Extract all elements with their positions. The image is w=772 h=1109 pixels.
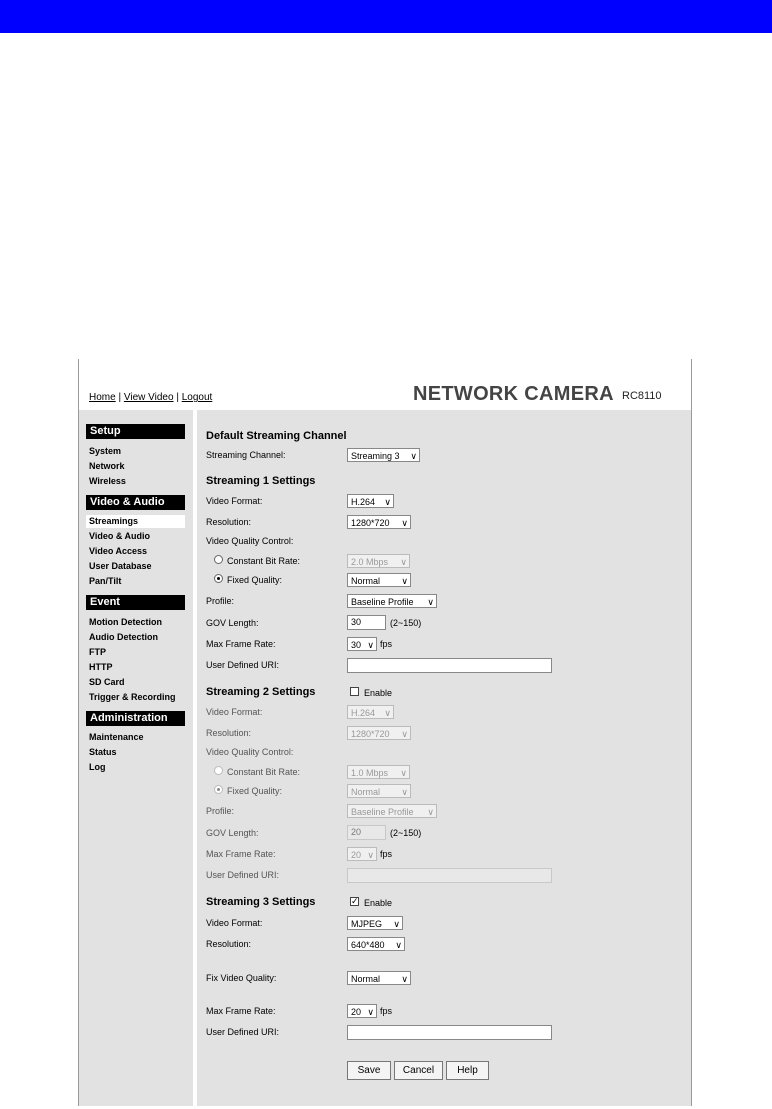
s3-video-format-select[interactable] xyxy=(347,916,403,930)
chevron-down-icon: ∨ xyxy=(384,708,391,718)
sidebar-item-ftp[interactable]: FTP xyxy=(89,647,106,657)
s1-video-format-label: Video Format: xyxy=(206,496,263,506)
s1-gov-input[interactable]: 30 xyxy=(347,615,386,630)
s1-profile-label: Profile: xyxy=(206,596,235,606)
save-button[interactable]: Save xyxy=(347,1061,391,1080)
s2-fixed-quality-radio[interactable] xyxy=(214,785,223,794)
s3-video-format-label: Video Format: xyxy=(206,918,263,928)
s1-fps-unit: fps xyxy=(380,639,393,649)
chevron-down-icon: ∨ xyxy=(401,729,408,739)
s1-uri-label: User Defined URI: xyxy=(206,660,280,670)
sidebar-item-video-audio[interactable]: Video & Audio xyxy=(89,531,151,541)
s1-max-frame-rate-label: Max Frame Rate: xyxy=(206,639,276,649)
s2-cbr-radio[interactable] xyxy=(214,766,223,775)
sidebar-section-administration: Administration xyxy=(86,711,185,726)
s2-max-frame-rate-value: 20 xyxy=(351,850,362,860)
s3-enable-label: Enable xyxy=(364,898,393,908)
top-banner xyxy=(0,0,772,33)
s2-gov-input[interactable]: 20 xyxy=(347,825,386,840)
home-link[interactable]: Home xyxy=(89,392,116,403)
link-separator: | xyxy=(118,392,122,403)
streaming3-heading: Streaming 3 Settings xyxy=(206,896,316,908)
cancel-button[interactable]: Cancel xyxy=(394,1061,443,1080)
chevron-down-icon: ∨ xyxy=(410,451,417,461)
s2-cbr-value: 1.0 Mbps xyxy=(351,768,389,778)
s3-resolution-label: Resolution: xyxy=(206,939,252,949)
chevron-down-icon: ∨ xyxy=(367,850,374,860)
s1-cbr-label: Constant Bit Rate: xyxy=(227,556,301,566)
s2-gov-label: GOV Length: xyxy=(206,828,259,838)
s2-fixed-quality-label: Fixed Quality: xyxy=(227,786,283,796)
sidebar-item-sd-card[interactable]: SD Card xyxy=(89,677,125,687)
s3-resolution-value: 640*480 xyxy=(351,940,385,950)
s3-max-frame-rate-value: 20 xyxy=(351,1007,362,1017)
s1-cbr-radio[interactable] xyxy=(214,555,223,564)
chevron-down-icon: ∨ xyxy=(427,807,434,817)
s1-fixed-quality-select[interactable] xyxy=(347,573,411,587)
s1-video-format-select[interactable] xyxy=(347,494,394,508)
streaming-channel-label: Streaming Channel: xyxy=(206,450,286,460)
s1-fixed-quality-label: Fixed Quality: xyxy=(227,575,283,585)
s2-video-format-label: Video Format: xyxy=(206,707,263,717)
sidebar-item-trigger-recording[interactable]: Trigger & Recording xyxy=(89,692,176,702)
chevron-down-icon: ∨ xyxy=(401,787,408,797)
sidebar-item-log[interactable]: Log xyxy=(89,762,106,772)
sidebar-item-http[interactable]: HTTP xyxy=(89,662,113,672)
checkmark-icon: ✓ xyxy=(351,896,359,906)
s1-max-frame-rate-select[interactable] xyxy=(347,637,377,651)
s3-max-frame-rate-select[interactable] xyxy=(347,1004,377,1018)
s2-resolution-select[interactable] xyxy=(347,726,411,740)
s2-resolution-label: Resolution: xyxy=(206,728,252,738)
streaming1-heading: Streaming 1 Settings xyxy=(206,475,316,487)
header xyxy=(79,359,691,410)
sidebar-item-video-access[interactable]: Video Access xyxy=(89,546,148,556)
s1-resolution-select[interactable] xyxy=(347,515,411,529)
help-button[interactable]: Help xyxy=(446,1061,489,1080)
logout-link[interactable]: Logout xyxy=(181,392,213,403)
sidebar-item-system[interactable]: System xyxy=(89,446,122,456)
s2-profile-label: Profile: xyxy=(206,806,235,816)
s2-max-frame-rate-label: Max Frame Rate: xyxy=(206,849,276,859)
s2-video-format-select[interactable] xyxy=(347,705,394,719)
s1-resolution-label: Resolution: xyxy=(206,517,252,527)
s1-resolution-value: 1280*720 xyxy=(351,518,390,528)
s2-fixed-quality-select[interactable] xyxy=(347,784,411,798)
sidebar-item-maintenance[interactable]: Maintenance xyxy=(89,732,144,742)
s1-vqc-label: Video Quality Control: xyxy=(206,536,294,546)
sidebar-item-status[interactable]: Status xyxy=(89,747,117,757)
s3-fps-unit: fps xyxy=(380,1006,393,1016)
streaming-channel-select[interactable] xyxy=(347,448,420,462)
chevron-down-icon: ∨ xyxy=(395,940,402,950)
s1-fixed-quality-radio[interactable] xyxy=(214,574,223,583)
s1-uri-input[interactable] xyxy=(347,658,552,673)
s2-video-format-value: H.264 xyxy=(351,708,376,718)
s2-uri-input[interactable] xyxy=(347,868,552,883)
chevron-down-icon: ∨ xyxy=(367,640,374,650)
chevron-down-icon: ∨ xyxy=(427,597,434,607)
chevron-down-icon: ∨ xyxy=(401,518,408,528)
s3-video-format-value: MJPEG xyxy=(351,919,383,929)
s1-fixed-quality-value: Normal xyxy=(351,576,381,586)
s2-vqc-label: Video Quality Control: xyxy=(206,747,294,757)
s2-profile-value: Baseline Profile xyxy=(351,807,414,817)
s3-fix-video-quality-value: Normal xyxy=(351,974,381,984)
sidebar-section-setup: Setup xyxy=(86,424,185,439)
streaming2-heading: Streaming 2 Settings xyxy=(206,686,316,698)
chevron-down-icon: ∨ xyxy=(400,557,407,567)
s2-gov-hint: (2~150) xyxy=(390,828,422,838)
s1-gov-label: GOV Length: xyxy=(206,618,259,628)
main-content xyxy=(197,410,691,1106)
chevron-down-icon: ∨ xyxy=(367,1007,374,1017)
s3-uri-input[interactable] xyxy=(347,1025,552,1040)
s3-max-frame-rate-label: Max Frame Rate: xyxy=(206,1006,276,1016)
s2-cbr-label: Constant Bit Rate: xyxy=(227,767,301,777)
sidebar-item-motion-detection[interactable]: Motion Detection xyxy=(89,617,162,627)
s2-enable-label: Enable xyxy=(364,688,393,698)
s3-resolution-select[interactable] xyxy=(347,937,405,951)
sidebar-item-user-database[interactable]: User Database xyxy=(89,561,152,571)
s3-enable-checkbox[interactable] xyxy=(350,897,359,906)
sidebar-section-event: Event xyxy=(86,595,185,610)
s2-profile-select[interactable] xyxy=(347,804,437,818)
chevron-down-icon: ∨ xyxy=(393,919,400,929)
s2-enable-checkbox[interactable] xyxy=(350,687,359,696)
sidebar-item-network[interactable]: Network xyxy=(89,461,125,471)
streaming-channel-value: Streaming 3 xyxy=(351,451,400,461)
sidebar-item-wireless[interactable]: Wireless xyxy=(89,476,126,486)
link-separator: | xyxy=(176,392,179,403)
s2-max-frame-rate-select[interactable] xyxy=(347,847,377,861)
s3-uri-label: User Defined URI: xyxy=(206,1027,280,1037)
brand-title: NETWORK CAMERA xyxy=(413,383,614,405)
camera-web-ui xyxy=(78,359,692,1106)
default-channel-heading: Default Streaming Channel xyxy=(206,430,347,442)
s1-profile-select[interactable] xyxy=(347,594,437,608)
chevron-down-icon: ∨ xyxy=(401,974,408,984)
s1-cbr-value: 2.0 Mbps xyxy=(351,557,389,567)
chevron-down-icon: ∨ xyxy=(400,768,407,778)
chevron-down-icon: ∨ xyxy=(401,576,408,586)
s3-fix-video-quality-label: Fix Video Quality: xyxy=(206,973,277,983)
s2-resolution-value: 1280*720 xyxy=(351,729,390,739)
s1-cbr-select[interactable] xyxy=(347,554,410,568)
s2-fps-unit: fps xyxy=(380,849,393,859)
s2-uri-label: User Defined URI: xyxy=(206,870,280,880)
s3-fix-video-quality-select[interactable] xyxy=(347,971,411,985)
s1-video-format-value: H.264 xyxy=(351,497,376,507)
s2-fixed-quality-value: Normal xyxy=(351,787,381,797)
sidebar-item-pan-tilt[interactable]: Pan/Tilt xyxy=(89,576,122,586)
sidebar-item-streamings[interactable]: Streamings xyxy=(86,515,185,528)
s2-cbr-select[interactable] xyxy=(347,765,410,779)
sidebar-section-video-audio: Video & Audio xyxy=(86,495,185,510)
sidebar-item-audio-detection[interactable]: Audio Detection xyxy=(89,632,158,642)
view-video-link[interactable]: View Video xyxy=(123,392,174,403)
top-links xyxy=(89,392,212,403)
s1-max-frame-rate-value: 30 xyxy=(351,640,362,650)
s1-gov-hint: (2~150) xyxy=(390,618,422,628)
chevron-down-icon: ∨ xyxy=(384,497,391,507)
s1-profile-value: Baseline Profile xyxy=(351,597,414,607)
model-name: RC8110 xyxy=(622,390,662,402)
